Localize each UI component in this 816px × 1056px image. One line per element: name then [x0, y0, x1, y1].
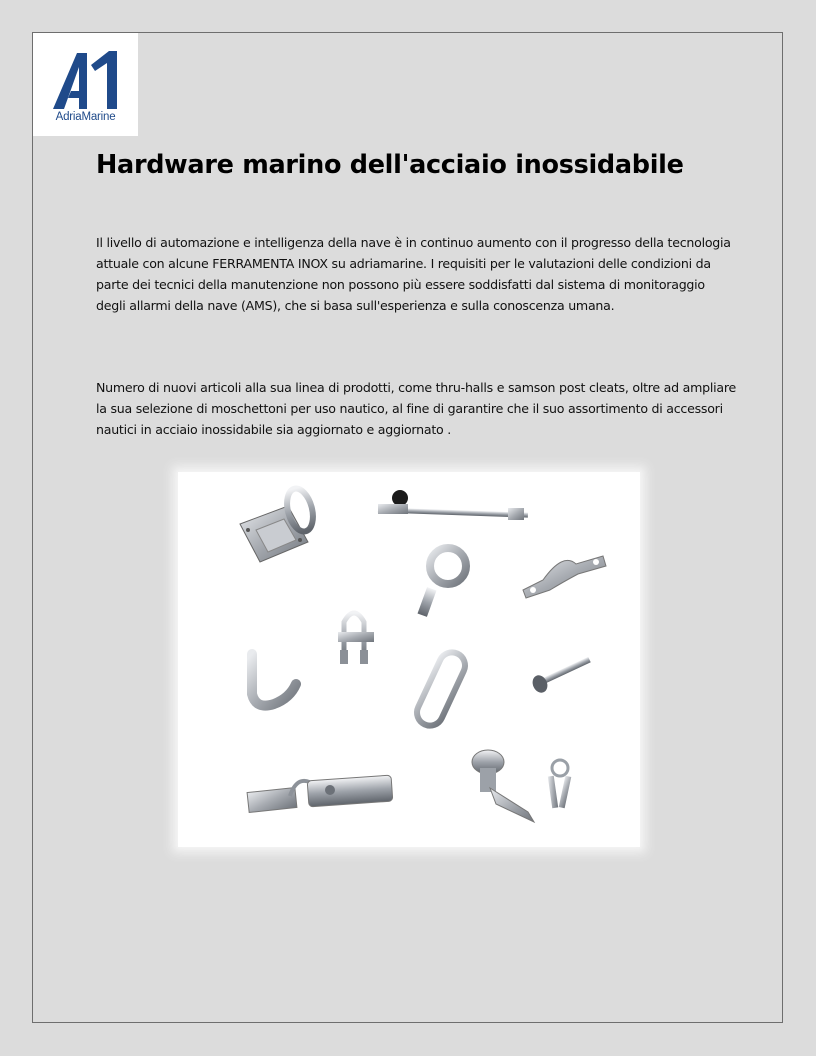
hatch-stay-icon [378, 490, 528, 520]
logo-text: AdriaMarine [55, 111, 116, 123]
cam-lock-keys-icon [472, 750, 571, 822]
hardware-photo [178, 472, 640, 847]
coat-hook-icon [252, 654, 296, 706]
paragraph-automation: Il livello di automazione e intelligenza della nave è in continuo aumento con il progresso della tecnologia attuale con alcune FERRAMENTA INOX su adriamarine. I requisiti per le valutazioni delle condizioni da parte dei tecnici della manutenzione non possono più essere soddisfatti dal sistema di monitoraggio degli allarmi della nave (AMS), che si basa sull'esperienza e sulla conoscenza umana. [96, 235, 731, 313]
flush-ring-pull-icon [240, 486, 317, 562]
pad-eye-strap-icon [523, 556, 606, 598]
carabiner-icon [413, 648, 470, 730]
paragraph-new-items: Numero di nuovi articoli alla sua linea di prodotti, come thru-halls e samson post cleats, oltre ad ampliare la sua selezione di moschettoni per uso nautico, al fine di garantire che il suo assortimento di accessori nautici in acciaio inossidabile sia aggiornato e aggiornato . [96, 380, 736, 437]
adriamarine-logo [33, 33, 138, 136]
screw-icon [530, 657, 591, 695]
u-bolt-icon [338, 613, 374, 664]
toggle-latch-icon [247, 775, 393, 812]
logo-mark-icon [51, 49, 121, 111]
eye-bolt-icon [418, 548, 466, 617]
page-title: Hardware marino dell'acciaio inossidabile [96, 150, 684, 180]
